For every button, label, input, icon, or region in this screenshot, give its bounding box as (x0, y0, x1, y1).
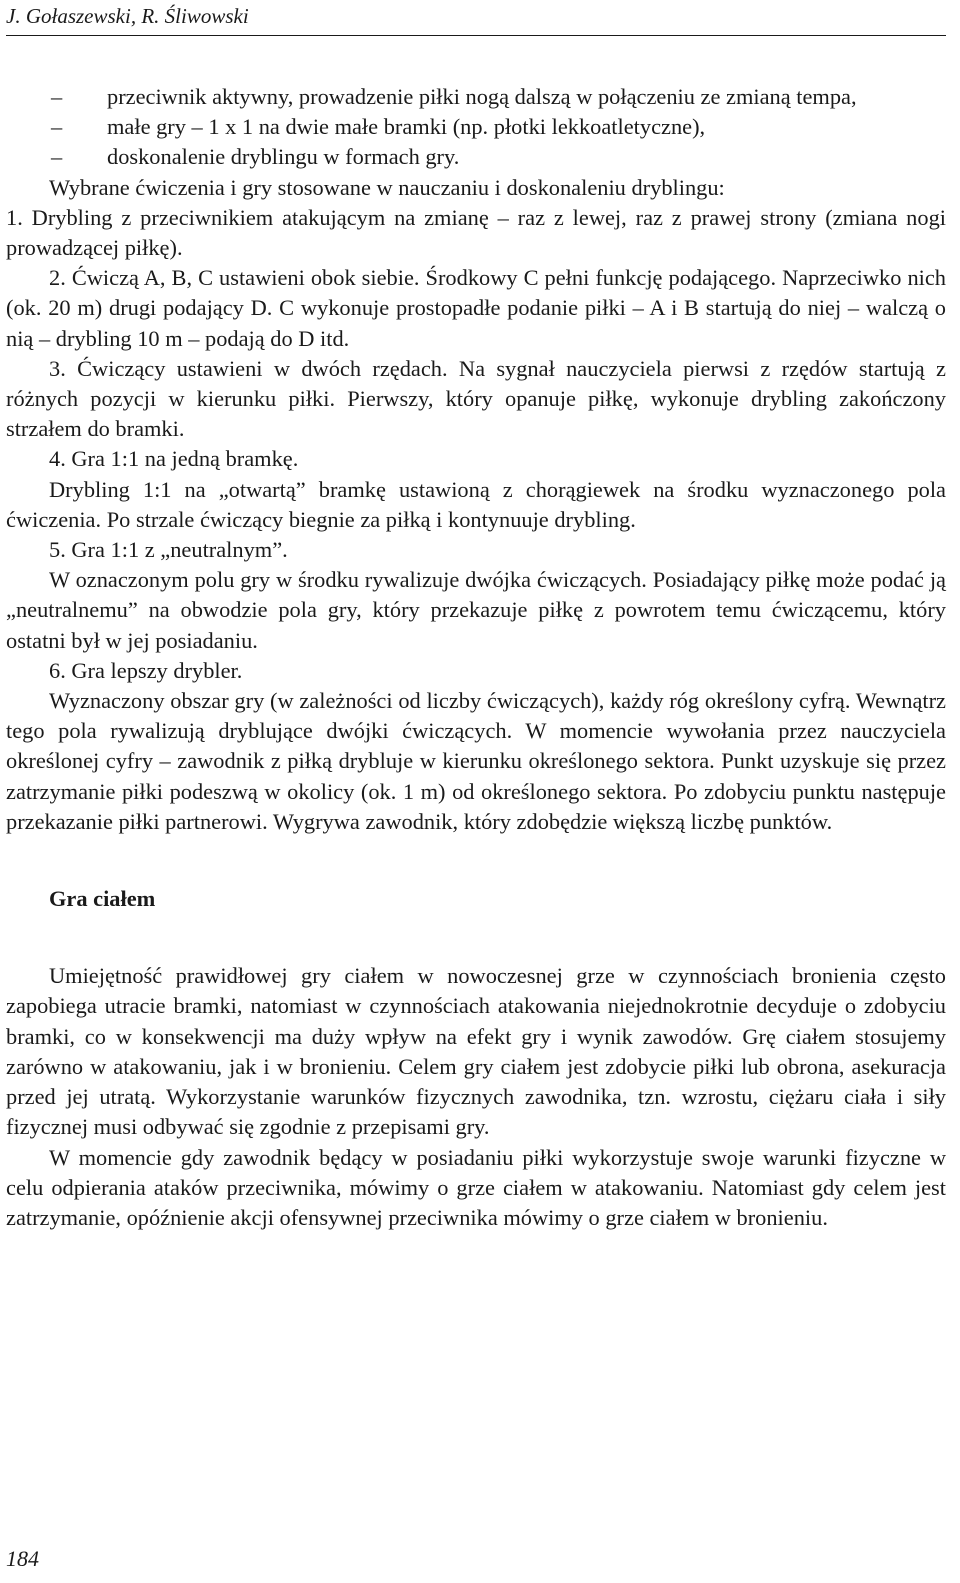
dash-bullet: – (51, 84, 63, 109)
page-body (6, 82, 946, 1233)
dash-list-item (6, 142, 946, 172)
exercise-1: 1. Drybling z przeciwnikiem atakującym na zmianę – raz z lewej, raz z prawej strony (zmiana nogi prowadzącej piłkę). (6, 204, 946, 261)
dash-bullet: – (51, 144, 63, 170)
exercise-5-body: W oznaczonym polu gry w środku rywalizuje dwójka ćwiczących. Posiadający piłkę może podać ją „neutralnemu” na obwodzie pola gry, który przekazuje piłkę z powrotem temu ćwiczącemu, który ostatni był w jej posiadaniu. (6, 567, 946, 653)
exercise-2: 2. Ćwiczą A, B, C ustawieni obok siebie. Środkowy C pełni funkcję podającego. Naprzeciwko nich (ok. 20 m) drugi podający D. C wykonuje prostopadłe podanie piłki – A i B startują do niej – walczą o nią – drybling 10 m – podają do D itd. (6, 265, 946, 351)
exercises-intro: Wybrane ćwiczenia i gry stosowane w nauczaniu i doskonaleniu dryblingu: (49, 174, 725, 200)
section-paragraph: W momencie gdy zawodnik będący w posiadaniu piłki wykorzystuje swoje warunki fizyczne w celu odpierania ataków przeciwnika, mówimy o grze ciałem w atakowaniu. Natomiast gdy celem jest zatrzymanie, opóźnienie akcji ofensywnej przeciwnika mówimy o grze ciałem w bronieniu. (6, 1144, 946, 1230)
exercise-4-title: 4. Gra 1:1 na jedną bramkę. (49, 446, 299, 472)
dash-bullet: – (51, 114, 63, 140)
exercise-6-body: Wyznaczony obszar gry (w zależności od liczby ćwiczących), każdy róg określony cyfrą. Wewnątrz tego pola rywalizują dryblujące dwójki ćwiczących. W momencie wywołania przez nauczyciela określonej cyfry – zawodnik z piłką drybluje w kierunku określonego sektora. Punkt uzyskuje się przez zatrzymanie piłki podeszwą w okolicy (ok. 1 m) od określonego sektora. Po zdobyciu punktu następuje przekazanie piłki partnerowi. Wygrywa zawodnik, który zdobędzie większą liczbę punktów. (6, 688, 946, 834)
exercise-6-title: 6. Gra lepszy drybler. (49, 657, 243, 683)
exercise-4-body: Drybling 1:1 na „otwartą” bramkę ustawioną z chorągiewek na środku wyznaczonego pola ćwiczenia. Po strzale ćwiczący biegnie za piłką i kontynuuje drybling. (6, 476, 946, 532)
running-header (6, 3, 946, 36)
exercise-5-title: 5. Gra 1:1 z „neutralnym”. (49, 537, 288, 563)
section-heading: Gra ciałem (49, 886, 156, 912)
section-paragraph: Umiejętność prawidłowej gry ciałem w nowoczesnej grze w czynnościach bronienia często zapobiega utracie bramki, natomiast w czynnościach atakowania niejednokrotnie decyduje o zdobyciu bramki, co w konsekwencji ma duży wpływ na efekt gry i wynik zawodów. Grę ciałem stosujemy zarówno w atakowaniu, jak i w bronieniu. Celem gry ciałem jest zdobycie piłki lub obrona, asekuracja przed jej utratą. Wykorzystanie warunków fizycznych zawodnika, tzn. wzrostu, ciężaru ciała i siły fizycznej musi odbywać się zgodnie z przepisami gry. (6, 963, 946, 1140)
dash-list-item (6, 82, 946, 112)
dash-item-text: doskonalenie dryblingu w formach gry. (107, 144, 460, 170)
exercise-3: 3. Ćwiczący ustawieni w dwóch rzędach. Na sygnał nauczyciela pierwsi z rzędów startują z różnych pozycji w kierunku piłki. Pierwszy, który opanuje piłkę, wykonuje drybling zakończony strzałem do bramki. (6, 355, 946, 442)
dash-item-text: małe gry – 1 x 1 na dwie małe bramki (np. płotki lekkoatletyczne), (107, 114, 706, 140)
dash-list (6, 82, 946, 173)
dash-item-text: przeciwnik aktywny, prowadzenie piłki nogą dalszą w połączeniu ze zmianą tempa, (107, 84, 857, 109)
page-number: 184 (6, 1546, 39, 1571)
running-head-authors: J. Gołaszewski, R. Śliwowski (6, 4, 249, 28)
dash-list-item (6, 112, 946, 142)
